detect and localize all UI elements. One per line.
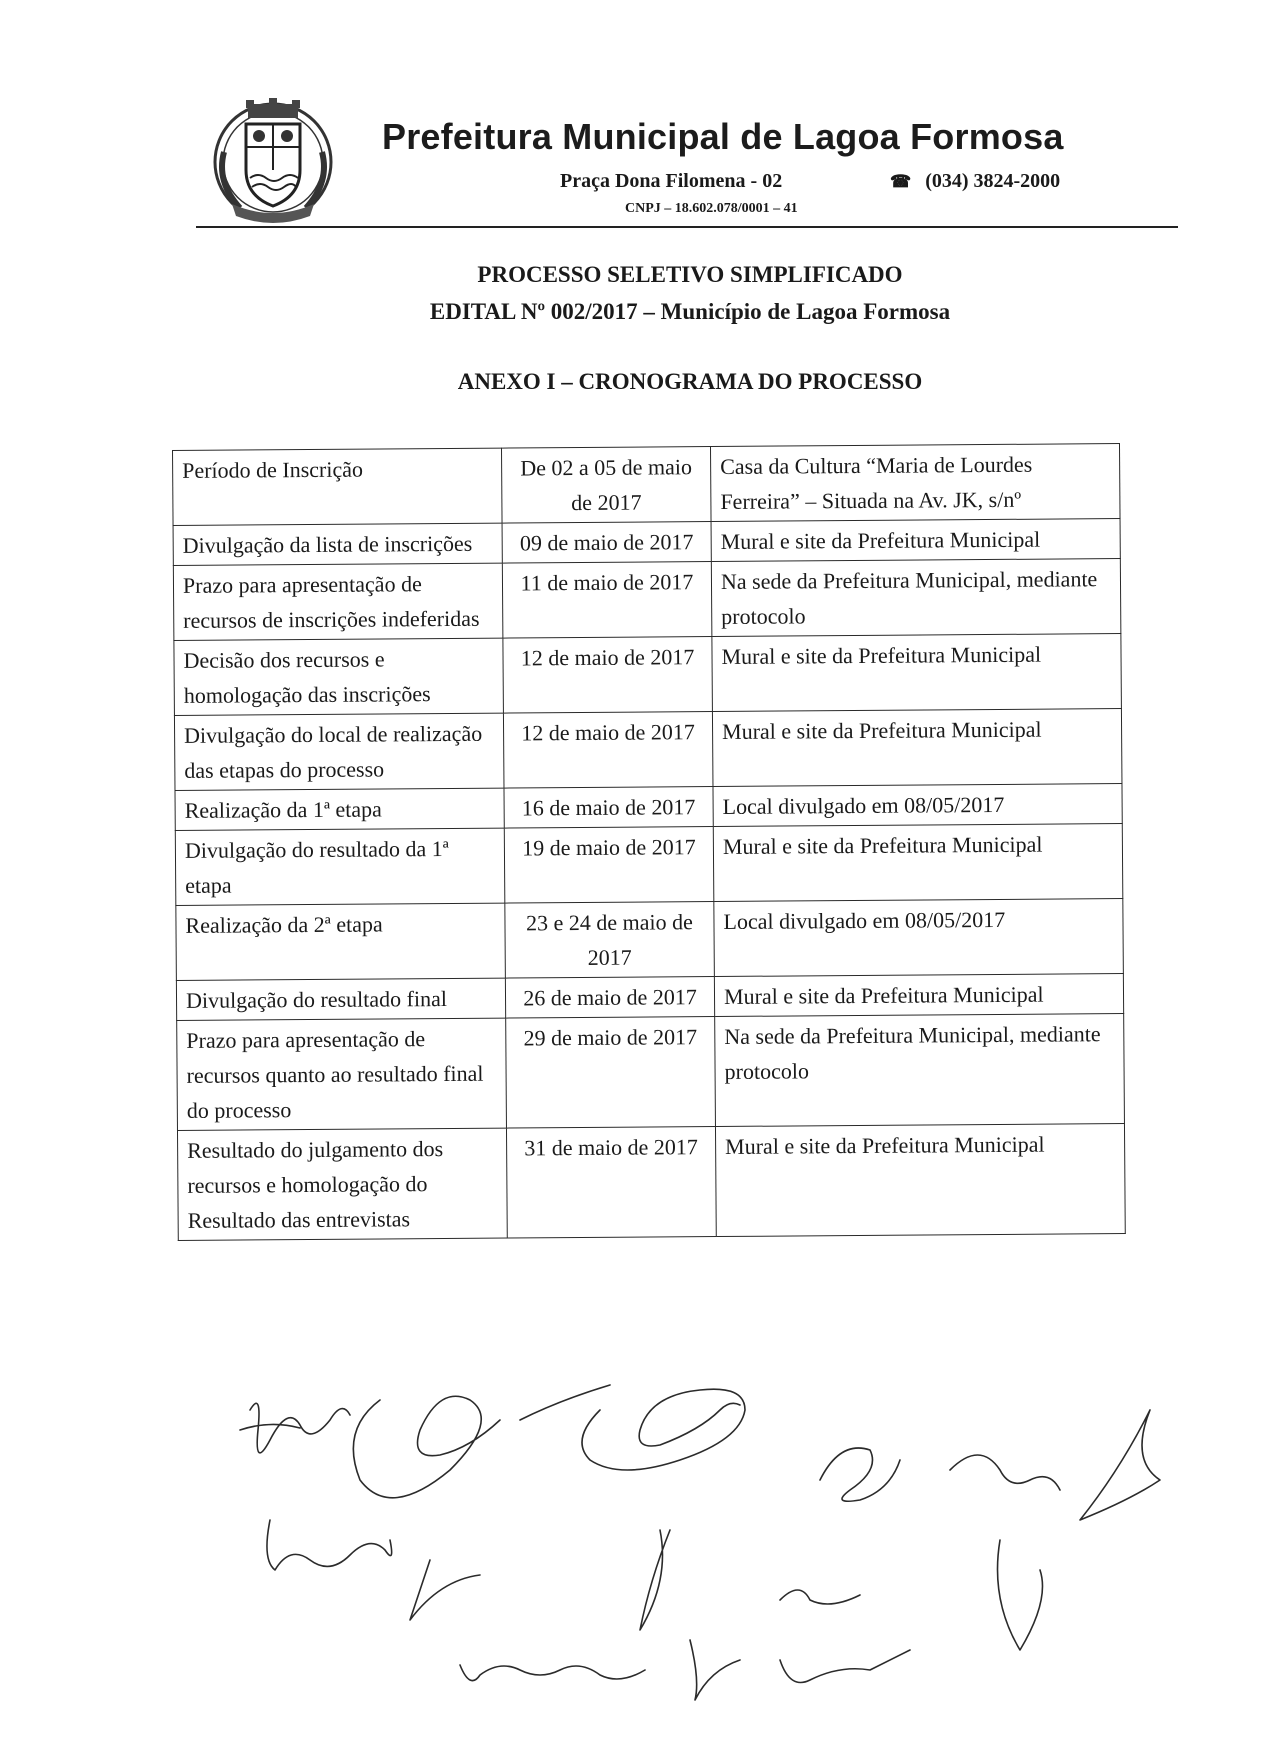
event-cell: Decisão dos recursos e homologação das inscrições [174, 638, 504, 715]
event-cell: Resultado do julgamento dos recursos e homologação do Resultado das entrevistas [177, 1128, 507, 1240]
date-cell: 31 de maio de 2017 [506, 1127, 716, 1239]
location-cell: Mural e site da Prefeitura Municipal [713, 824, 1123, 902]
organization-title: Prefeitura Municipal de Lagoa Formosa [382, 116, 1064, 157]
date-cell: 23 e 24 de maio de 2017 [505, 902, 715, 979]
event-cell: Divulgação da lista de inscrições [173, 523, 502, 565]
location-cell: Mural e site da Prefeitura Municipal [712, 709, 1122, 787]
date-cell: 19 de maio de 2017 [504, 827, 714, 904]
handwritten-signature-icon [820, 1410, 1160, 1520]
event-cell: Realização da 2ª etapa [176, 903, 506, 980]
date-cell: 12 de maio de 2017 [503, 637, 713, 714]
location-cell: Mural e site da Prefeitura Municipal [714, 974, 1123, 1017]
date-cell: 16 de maio de 2017 [504, 787, 713, 829]
location-cell: Casa da Cultura “Maria de Lourdes Ferreira” – Situada na Av. JK, s/nº [710, 444, 1120, 522]
location-cell: Na sede da Prefeitura Municipal, mediante protocolo [711, 559, 1121, 637]
date-cell: 26 de maio de 2017 [505, 977, 714, 1019]
document-subtitle: EDITAL Nº 002/2017 – Município de Lagoa Formosa [429, 299, 951, 324]
event-cell: Prazo para apresentação de recursos quanto ao resultado final do processo [177, 1018, 507, 1130]
event-cell: Período de Inscrição [173, 448, 503, 525]
event-cell: Divulgação do local de realização das etapas do processo [174, 713, 504, 790]
handwritten-signature-icon [267, 1520, 1043, 1650]
date-cell: 11 de maio de 2017 [502, 562, 712, 639]
location-cell: Mural e site da Prefeitura Municipal [715, 1124, 1125, 1237]
date-cell: 09 de maio de 2017 [502, 522, 711, 564]
telephone-icon: ☎ [890, 172, 912, 191]
date-cell: 29 de maio de 2017 [506, 1017, 716, 1129]
location-cell: Mural e site da Prefeitura Municipal [712, 634, 1122, 712]
event-cell: Divulgação do resultado final [176, 978, 505, 1020]
date-cell: De 02 a 05 de maio de 2017 [501, 447, 711, 524]
location-cell: Na sede da Prefeitura Municipal, mediante protocolo [715, 1014, 1125, 1127]
handwritten-signature-icon [240, 1396, 500, 1498]
event-cell: Realização da 1ª etapa [175, 788, 504, 830]
date-cell: 12 de maio de 2017 [503, 712, 713, 789]
event-cell: Divulgação do resultado da 1ª etapa [175, 828, 505, 905]
document-title: PROCESSO SELETIVO SIMPLIFICADO [477, 262, 903, 287]
phone-number: (034) 3824-2000 [925, 170, 1061, 192]
handwritten-signature-icon [520, 1385, 745, 1470]
organization-cnpj: CNPJ – 18.602.078/0001 – 41 [625, 201, 798, 216]
event-cell: Prazo para apresentação de recursos de inscrições indeferidas [173, 563, 503, 640]
annex-title: ANEXO I – CRONOGRAMA DO PROCESSO [457, 369, 923, 394]
organization-address: Praça Dona Filomena - 02 [560, 170, 783, 192]
handwritten-signature-icon [460, 1640, 910, 1700]
location-cell: Local divulgado em 08/05/2017 [713, 784, 1122, 827]
location-cell: Local divulgado em 08/05/2017 [714, 899, 1124, 977]
location-cell: Mural e site da Prefeitura Municipal [711, 519, 1120, 562]
